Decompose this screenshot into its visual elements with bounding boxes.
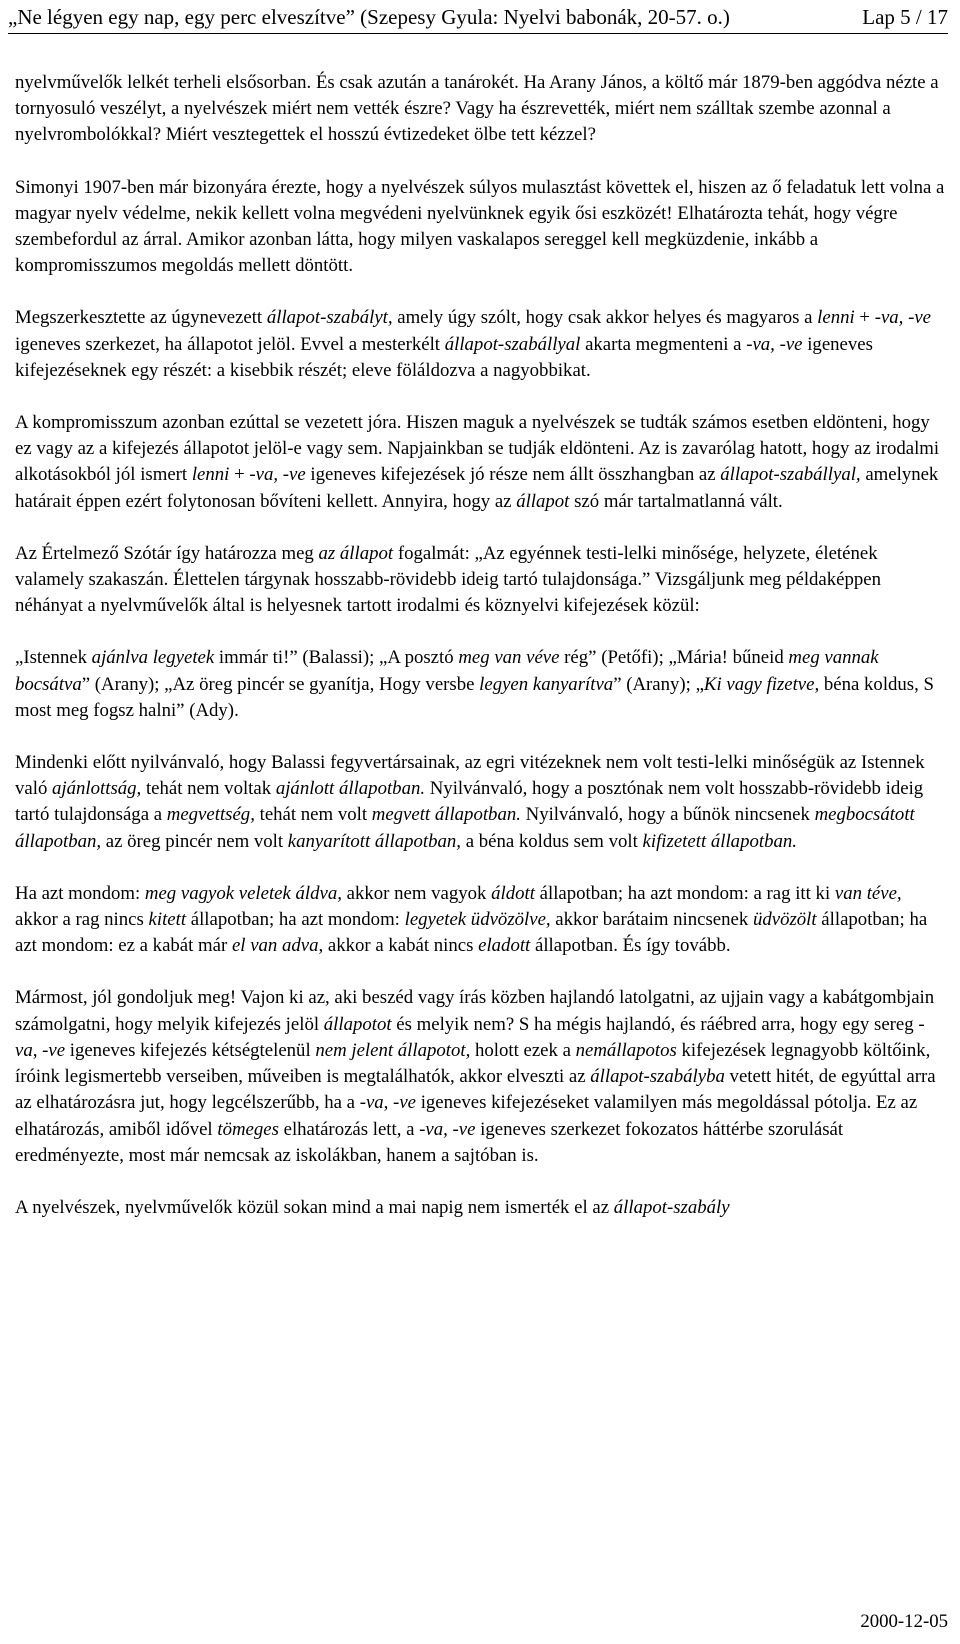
text-run: tehát nem volt xyxy=(254,804,372,826)
italic-text: megbocsátott állapotban, xyxy=(15,804,915,852)
italic-text: -va, -ve xyxy=(419,1118,476,1140)
italic-text: -va, -ve xyxy=(15,1013,925,1061)
text-run: tehát nem voltak xyxy=(141,778,276,800)
text-run: immár ti!” (Balassi); „A posztó xyxy=(214,647,459,669)
text-run: akkor barátaim nincsenek xyxy=(550,909,753,931)
text-run: a béna koldus sem volt xyxy=(461,830,643,852)
italic-text: állapot-szabállyal xyxy=(444,333,581,355)
italic-text: az állapot xyxy=(318,542,394,564)
text-run: nyelvművelők lelkét terheli elsősorban. És csak azután a tanárokét. Ha Arany János, a költő már 1879-ben aggódva nézte a tornyosuló veszélyt, a nyelvészek miért nem vették észre? Vagy ha észrevették, miért nem szálltak szembe azonnal a nyelvrombolókkal? Miért vesztegettek el hosszú évtizedeket ölbe tett kézzel? xyxy=(15,72,939,146)
italic-text: ajánlva legyetek xyxy=(91,647,215,669)
italic-text: kifizetett állapotban. xyxy=(642,830,797,852)
italic-text: legyen kanyarítva xyxy=(479,673,614,695)
italic-text: nem jelent állapotot, xyxy=(315,1039,471,1061)
paragraph xyxy=(15,175,945,280)
text-run: A kompromisszum azonban ezúttal se vezetett jóra. Hiszen maguk a nyelvészek se tudták számos esetben eldönteni, hogy ez vagy az a kifejezés állapotot jelöl-e vagy sem. Napjainkban se tudják eldönteni. Az is zavarólag hatott, hogy az irodalmi alkotásokból jól ismert xyxy=(15,412,940,486)
text-run: akkor a rag nincs xyxy=(15,909,149,931)
text-run: igeneves kifejezések jó része nem állt összhangban az xyxy=(305,464,721,486)
italic-text: -va, -ve xyxy=(359,1092,416,1114)
italic-text: állapot-szabályba xyxy=(590,1066,725,1088)
text-run: akkor nem vagyok xyxy=(341,882,492,904)
italic-text: -va, -ve xyxy=(249,464,306,486)
italic-text: megvett állapotban. xyxy=(371,804,521,826)
italic-text: ajánlottság, xyxy=(52,778,142,800)
text-run: igeneves szerkezet fokozatos háttérbe szorulását eredményezte, most már nemcsak az iskolákban, hanem a sajtóban is. xyxy=(15,1118,844,1166)
italic-text: meg vagyok veletek áldva, xyxy=(144,882,342,904)
document-title: „Ne légyen egy nap, egy perc elveszítve” (Szepesy Gyula: Nyelvi babonák, 20-57. o.) xyxy=(8,5,730,29)
text-run: béna koldus, S most meg fogsz halni” (Ady). xyxy=(15,673,934,721)
text-run: vetett hitét, de egyúttal arra az elhatározásra jut, hogy legcélszerűbb, ha a xyxy=(15,1066,936,1114)
italic-text: lenni xyxy=(817,307,855,329)
paragraph xyxy=(15,750,945,855)
italic-text: eladott xyxy=(478,935,531,957)
italic-text: tömeges xyxy=(217,1118,279,1140)
text-run: állapotban; ha azt mondom: xyxy=(186,909,405,931)
text-run: Ha azt mondom: xyxy=(15,882,145,904)
text-run: igeneves kifejezés kétségtelenül xyxy=(65,1039,316,1061)
italic-text: állapot xyxy=(516,490,570,512)
italic-text: -va, -ve xyxy=(746,333,803,355)
paragraph xyxy=(15,70,945,149)
text-run: igeneves kifejezéseknek egy részét: a kisebbik részét; eleve föláldozva a nagyobbikat. xyxy=(15,333,873,381)
text-run: kifejezések legnagyobb költőink, íróink legismertebb verseiben, műveiben is megtalálhatók, akkor elveszti az xyxy=(15,1039,931,1088)
paragraph xyxy=(15,985,945,1168)
text-run: Az Értelmező Szótár így határozza meg xyxy=(15,542,319,564)
text-run: igeneves kifejezéseket valamilyen más megoldással pótolja. Ez az elhatározás, amiből idővel xyxy=(15,1092,918,1140)
italic-text: el van adva, xyxy=(231,935,324,957)
italic-text: meg vannak bocsátva xyxy=(15,647,879,695)
paragraph xyxy=(15,1195,945,1221)
text-run: Nyilvánvaló, hogy a posztónak nem volt hosszabb-rövidebb ideig tartó tulajdonsága a xyxy=(15,778,924,826)
italic-text: állapot-szabállyal, xyxy=(720,464,861,486)
text-run: állapotban. És így tovább. xyxy=(530,935,731,957)
text-run: + xyxy=(854,307,875,329)
italic-text: kitett xyxy=(148,909,187,931)
italic-text: nemállapotos xyxy=(575,1039,677,1061)
text-run: holott ezek a xyxy=(470,1039,576,1061)
italic-text: üdvözölt xyxy=(752,909,817,931)
italic-text: meg van véve xyxy=(458,647,560,669)
italic-text: lenni xyxy=(191,464,230,486)
paragraph xyxy=(15,305,945,384)
text-run: Simonyi 1907-ben már bizonyára érezte, hogy a nyelvészek súlyos mulasztást követtek el, hiszen az ő feladatuk lett volna a magyar nyelv védelme, nekik kellett volna megvédeni nyelvünknek egyik ősi eszközét! Elhatározta tehát, hogy végre szembefordul az árral. Amikor azonban látta, hogy milyen vaskalapos sereggel kell megküzdenie, inkább a kompromisszumos megoldás mellett döntött. xyxy=(15,176,945,277)
text-run: ” (Arany); „Az öreg pincér se gyanítja, Hogy versbe xyxy=(81,673,480,695)
text-run: az öreg pincér nem volt xyxy=(101,830,288,852)
text-run: + xyxy=(229,464,250,486)
text-run: rég” (Petőfi); „Mária! bűneid xyxy=(559,647,789,669)
italic-text: -va, -ve xyxy=(874,307,932,329)
paragraph xyxy=(15,541,945,620)
paragraph xyxy=(15,410,945,515)
paragraph xyxy=(15,645,945,724)
text-run: amelynek határait éppen ezért folytonosan bővíteni kellett. Annyira, hogy az xyxy=(15,464,939,512)
text-run: állapotban; ha azt mondom: a rag itt ki xyxy=(534,882,835,904)
text-run: szó már tartalmatlanná vált. xyxy=(569,490,783,512)
text-run: amely úgy szólt, hogy csak akkor helyes és magyaros a xyxy=(392,307,818,329)
text-run: Nyilvánvaló, hogy a bűnök nincsenek xyxy=(520,804,815,826)
italic-text: állapot-szabályt, xyxy=(266,307,393,329)
text-run: állapotban; ha azt mondom: ez a kabát már xyxy=(15,909,928,957)
text-run: A nyelvészek, nyelvművelők közül sokan mind a mai napig nem ismerték el az xyxy=(15,1196,614,1218)
text-run: igeneves szerkezet, ha állapotot jelöl. Evvel a mesterkélt xyxy=(15,333,445,355)
italic-text: Ki vagy fizetve, xyxy=(703,673,820,695)
italic-text: áldott xyxy=(491,882,535,904)
italic-text: ajánlott állapotban. xyxy=(275,778,426,800)
page-number: Lap 5 / 17 xyxy=(862,5,948,29)
page-header xyxy=(8,4,948,34)
text-run: Mindenki előtt nyilvánvaló, hogy Balassi fegyvertársainak, az egri vitézeknek nem volt testi-lelki minőségük az Istennek való xyxy=(15,752,925,800)
text-run: Mármost, jól gondoljuk meg! Vajon ki az, aki beszéd vagy írás közben hajlandó latolgatni, az ujjain vagy a kabátgombjain számolgatni, hogy melyik kifejezés jelöl xyxy=(15,987,935,1035)
text-run: és melyik nem? S ha mégis hajlandó, és ráébred arra, hogy egy sereg xyxy=(391,1013,919,1035)
italic-text: megvettség, xyxy=(166,804,255,826)
italic-text: állapot-szabály xyxy=(613,1196,730,1218)
footer-date: 2000-12-05 xyxy=(860,1611,948,1632)
text-run: akarta megmenteni a xyxy=(580,333,747,355)
text-run: fogalmát: „Az egyénnek testi-lelki minősége, helyzete, életének valamely szakaszán. Élettelen tárgynak hosszabb-rövidebb ideig tartó tulajdonsága.” Vizsgáljunk meg példaképpen néhányat a nyelvművelők által is helyesnek tartott irodalmi és köznyelvi kifejezések közül: xyxy=(15,542,882,617)
page-footer xyxy=(860,1610,948,1634)
italic-text: kanyarított állapotban, xyxy=(287,830,461,852)
text-run: elhatározás lett, a xyxy=(278,1118,420,1140)
document-body xyxy=(15,70,945,1247)
text-run: Megszerkesztette az úgynevezett xyxy=(15,307,267,329)
paragraph xyxy=(15,881,945,960)
italic-text: legyetek üdvözölve, xyxy=(404,909,551,931)
italic-text: állapotot xyxy=(323,1013,392,1035)
text-run: akkor a kabát nincs xyxy=(323,935,479,957)
text-run: ” (Arany); „ xyxy=(613,673,704,695)
text-run: „Istennek xyxy=(15,647,92,669)
italic-text: van téve, xyxy=(834,882,902,904)
